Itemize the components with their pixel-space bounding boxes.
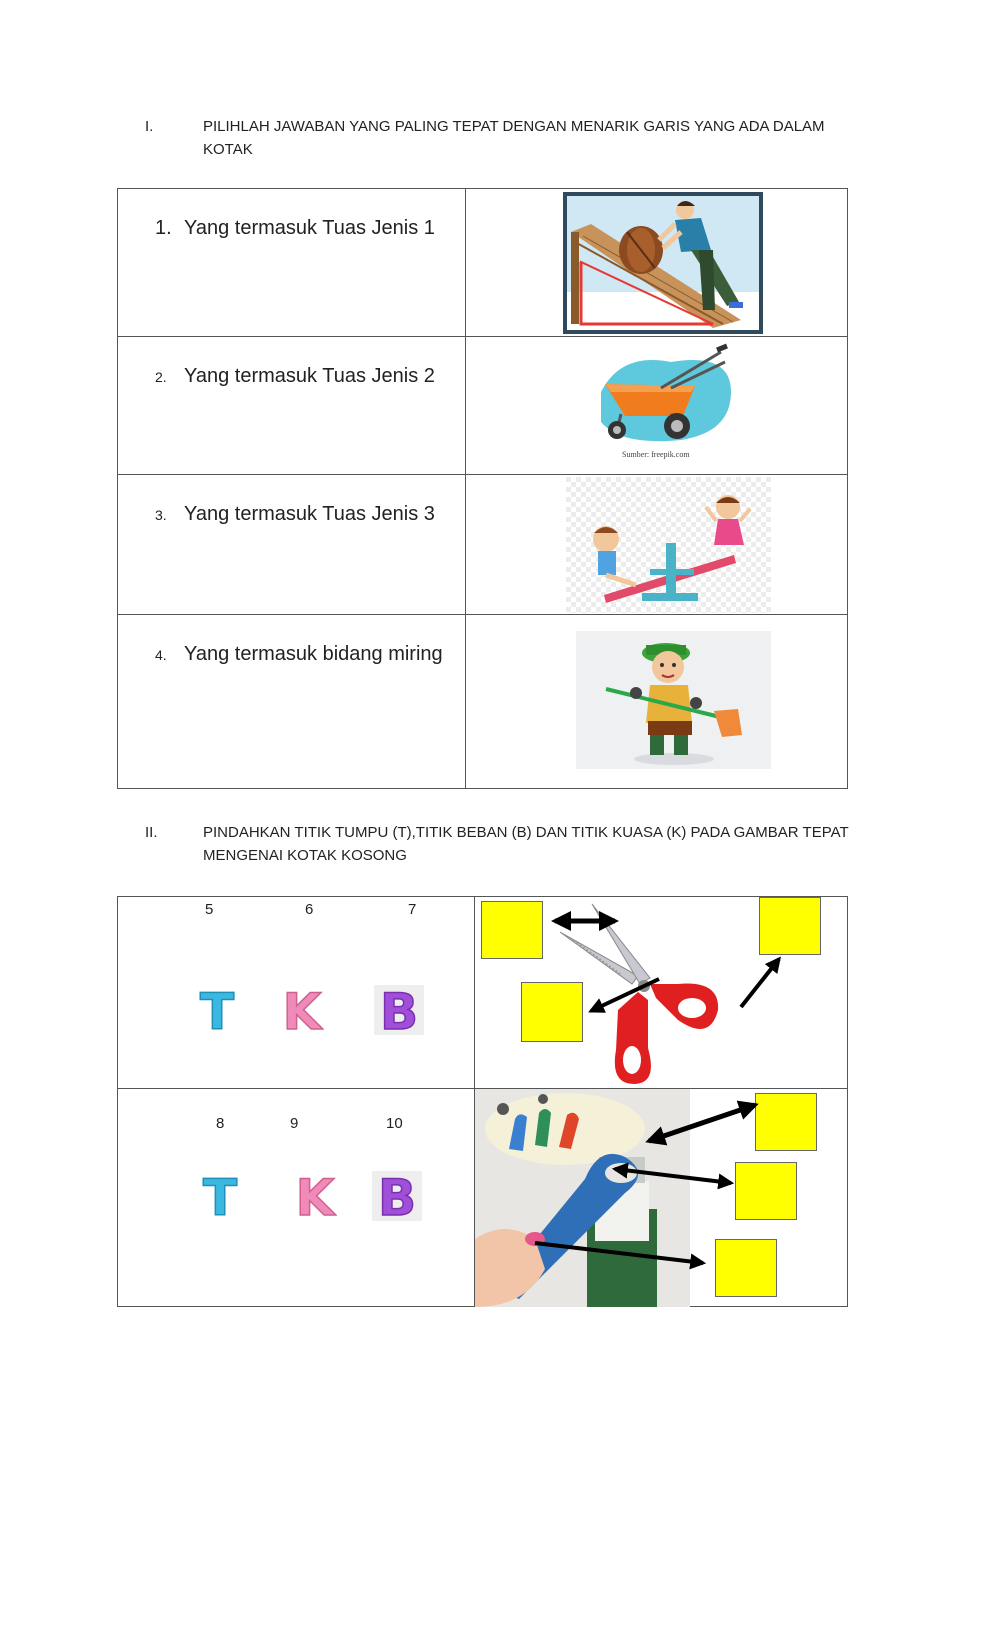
seesaw-image[interactable] [566, 477, 771, 613]
inclined-plane-image[interactable] [563, 192, 763, 334]
image-cell[interactable] [466, 475, 848, 615]
question-cell [118, 337, 466, 475]
question-cell [118, 615, 466, 789]
table-row [118, 189, 848, 337]
svg-text:K: K [282, 985, 322, 1035]
section-1-instruction: PILIHLAH JAWABAN YANG PALING TEPAT DENGAN MENARIK GARIS YANG ADA DALAM KOTAK [203, 118, 825, 158]
svg-text:K: K [295, 1171, 335, 1221]
pointer-arrows [475, 1089, 848, 1307]
svg-text:T: T [199, 985, 235, 1035]
letter-cell [118, 1089, 475, 1307]
table-row [118, 337, 848, 475]
draggable-letter-t[interactable] [198, 1171, 242, 1221]
question-cell [118, 189, 466, 337]
draggable-letter-t[interactable] [195, 985, 239, 1035]
image-cell[interactable] [466, 337, 848, 475]
image-source-caption: Sumber: freepik.com [622, 450, 690, 459]
table-row [118, 897, 848, 1089]
scissors-cell [475, 897, 848, 1089]
draggable-letter-k[interactable] [293, 1171, 337, 1221]
section-1-number: I. [145, 118, 154, 135]
question-text: Yang termasuk Tuas Jenis 2 [184, 365, 435, 387]
bottle-opener-cell [475, 1089, 848, 1307]
draggable-letter-b[interactable] [372, 1171, 416, 1221]
question-text: Yang termasuk Tuas Jenis 1 [184, 217, 435, 239]
item-number: 7 [408, 901, 417, 918]
table-row [118, 1089, 848, 1307]
question-number: 1. [155, 217, 172, 239]
item-number: 6 [305, 901, 314, 918]
question-number: 2. [155, 369, 167, 385]
table-row [118, 615, 848, 789]
draggable-letter-k[interactable] [280, 985, 324, 1035]
question-number: 4. [155, 647, 167, 663]
item-number: 5 [205, 901, 214, 918]
pointer-arrows [475, 897, 848, 1089]
broom-boy-image[interactable] [576, 631, 771, 769]
svg-text:B: B [379, 985, 419, 1035]
item-number: 9 [290, 1115, 299, 1132]
question-number: 3. [155, 507, 167, 523]
section-2-number: II. [145, 824, 158, 841]
draggable-letter-b[interactable] [374, 985, 418, 1035]
image-cell[interactable] [466, 615, 848, 789]
svg-text:T: T [202, 1171, 238, 1221]
svg-text:B: B [377, 1171, 417, 1221]
matching-table [117, 188, 848, 789]
section-2-instruction: PINDAHKAN TITIK TUMPU (T),TITIK BEBAN (B) DAN TITIK KUASA (K) PADA GAMBAR TEPAT MENGENAI KOTAK KOSONG [203, 824, 849, 864]
image-cell[interactable] [466, 189, 848, 337]
item-number: 8 [216, 1115, 225, 1132]
wheelbarrow-image[interactable] [591, 342, 741, 462]
placement-table [117, 896, 848, 1307]
question-cell [118, 475, 466, 615]
item-number: 10 [386, 1115, 403, 1132]
letter-cell [118, 897, 475, 1089]
table-row [118, 475, 848, 615]
question-text: Yang termasuk Tuas Jenis 3 [184, 503, 435, 525]
question-text: Yang termasuk bidang miring [184, 643, 443, 665]
